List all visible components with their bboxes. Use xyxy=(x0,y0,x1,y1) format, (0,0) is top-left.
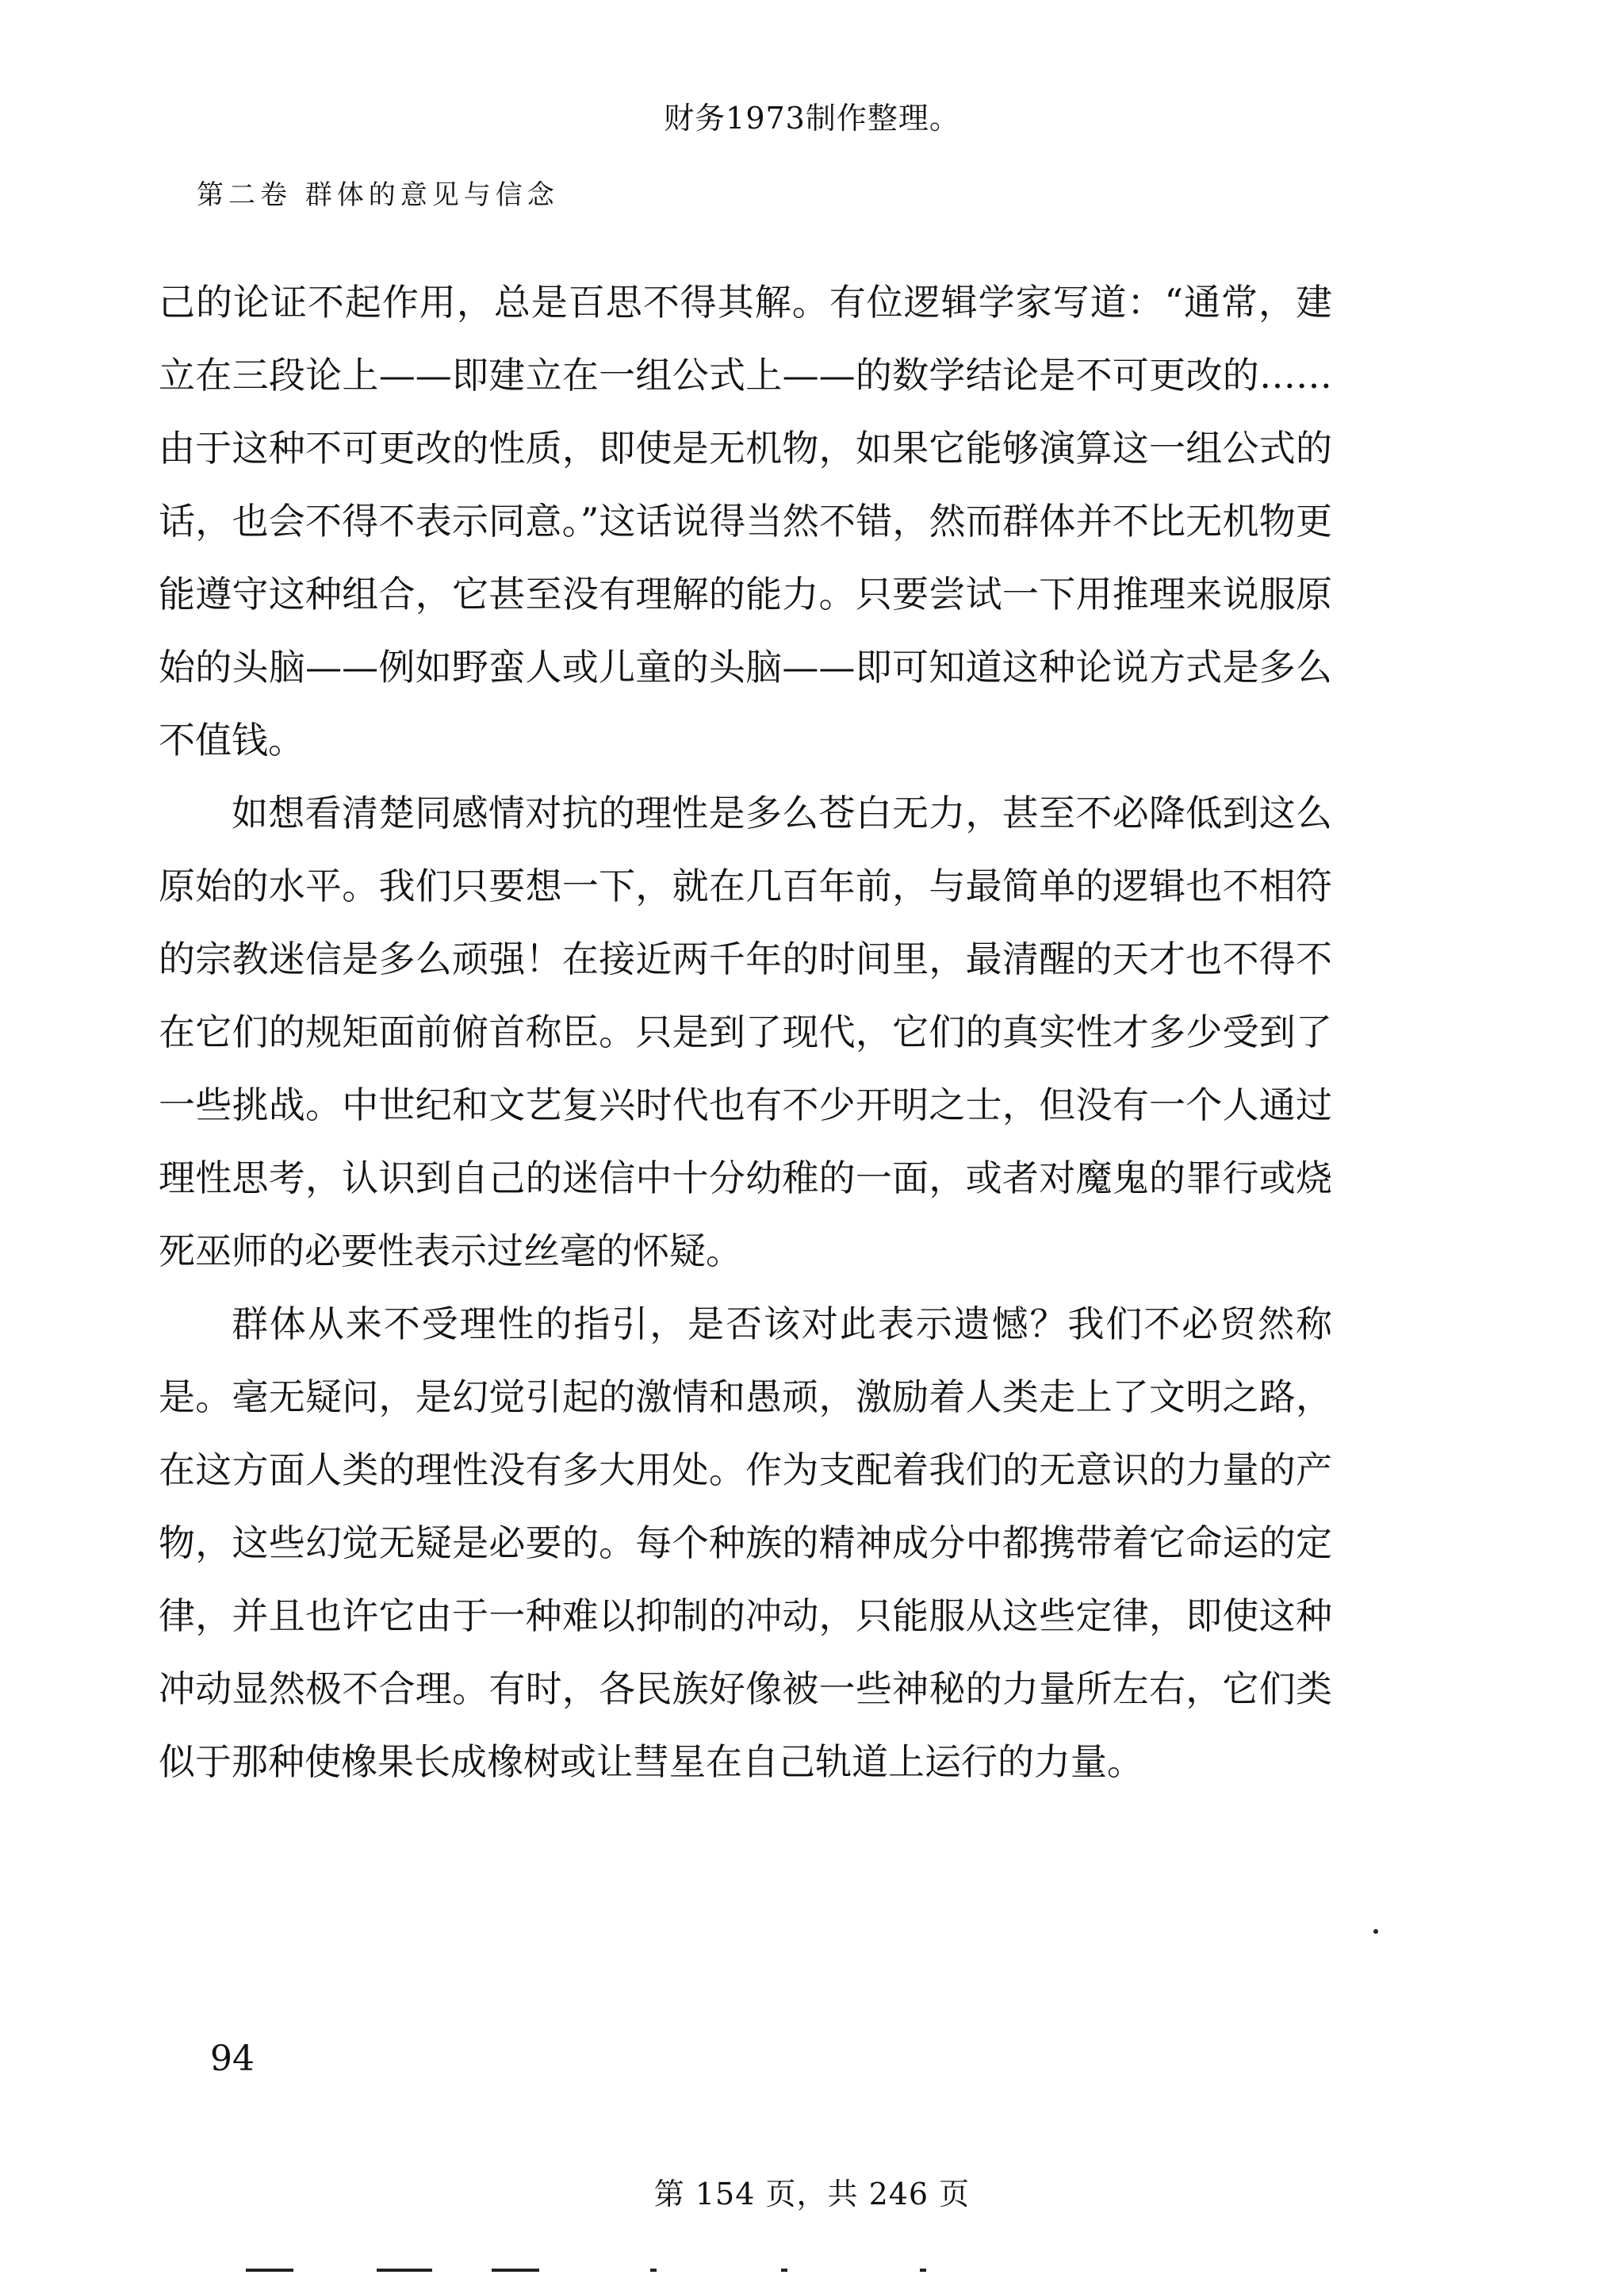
page-count: 第 154 页，共 246 页 xyxy=(653,2177,971,2211)
paragraph-1: 己的论证不起作用，总是百思不得其解。有位逻辑学家写道：“通常，建立在三段论上——即建立在一组公式上——的数学结论是不可更改的……由于这种不可更改的性质，即使是无机物，如果它能够演算这一组公式的话，也会不得不表示同意。”这话说得当然不错，然而群体并不比无机物更能遵守这种组合，它甚至没有理解的能力。只要尝试一下用推理来说服原始的头脑——例如野蛮人或儿童的头脑——即可知道这种论说方式是多么不值钱。 xyxy=(159,281,1332,761)
scan-mark xyxy=(246,2269,293,2272)
body-text xyxy=(159,266,1332,1798)
scan-mark xyxy=(650,2269,657,2272)
scan-speck xyxy=(1373,1929,1378,1934)
scan-mark xyxy=(377,2269,432,2272)
page-number: 94 xyxy=(210,2039,255,2079)
scan-mark xyxy=(781,2269,787,2272)
running-header: 第二卷 群体的意见与信念 xyxy=(197,179,559,211)
scan-mark xyxy=(920,2269,926,2272)
paragraph-2: 如想看清楚同感情对抗的理性是多么苍白无力，甚至不必降低到这么原始的水平。我们只要想一下，就在几百年前，与最简单的逻辑也不相符的宗教迷信是多么顽强！在接近两千年的时间里，最清醒的天才也不得不在它们的规矩面前俯首称臣。只是到了现代，它们的真实性才多少受到了一些挑战。中世纪和文艺复兴时代也有不少开明之士，但没有一个人通过理性思考，认识到自己的迷信中十分幼稚的一面，或者对魔鬼的罪行或烧死巫师的必要性表示过丝毫的怀疑。 xyxy=(159,792,1332,1272)
watermark-text: 财务1973制作整理。 xyxy=(664,101,960,136)
scan-mark xyxy=(492,2269,539,2272)
paragraph-3: 群体从来不受理性的指引，是否该对此表示遗憾？我们不必贸然称是。毫无疑问，是幻觉引起的激情和愚顽，激励着人类走上了文明之路，在这方面人类的理性没有多大用处。作为支配着我们的无意识的力量的产物，这些幻觉无疑是必要的。每个种族的精神成分中都携带着它命运的定律，并且也许它由于一种难以抑制的冲动，只能服从这些定律，即使这种冲动显然极不合理。有时，各民族好像被一些神秘的力量所左右，它们类似于那种使橡果长成橡树或让彗星在自己轨道上运行的力量。 xyxy=(159,1302,1332,1783)
scan-artifacts xyxy=(0,2269,1624,2277)
